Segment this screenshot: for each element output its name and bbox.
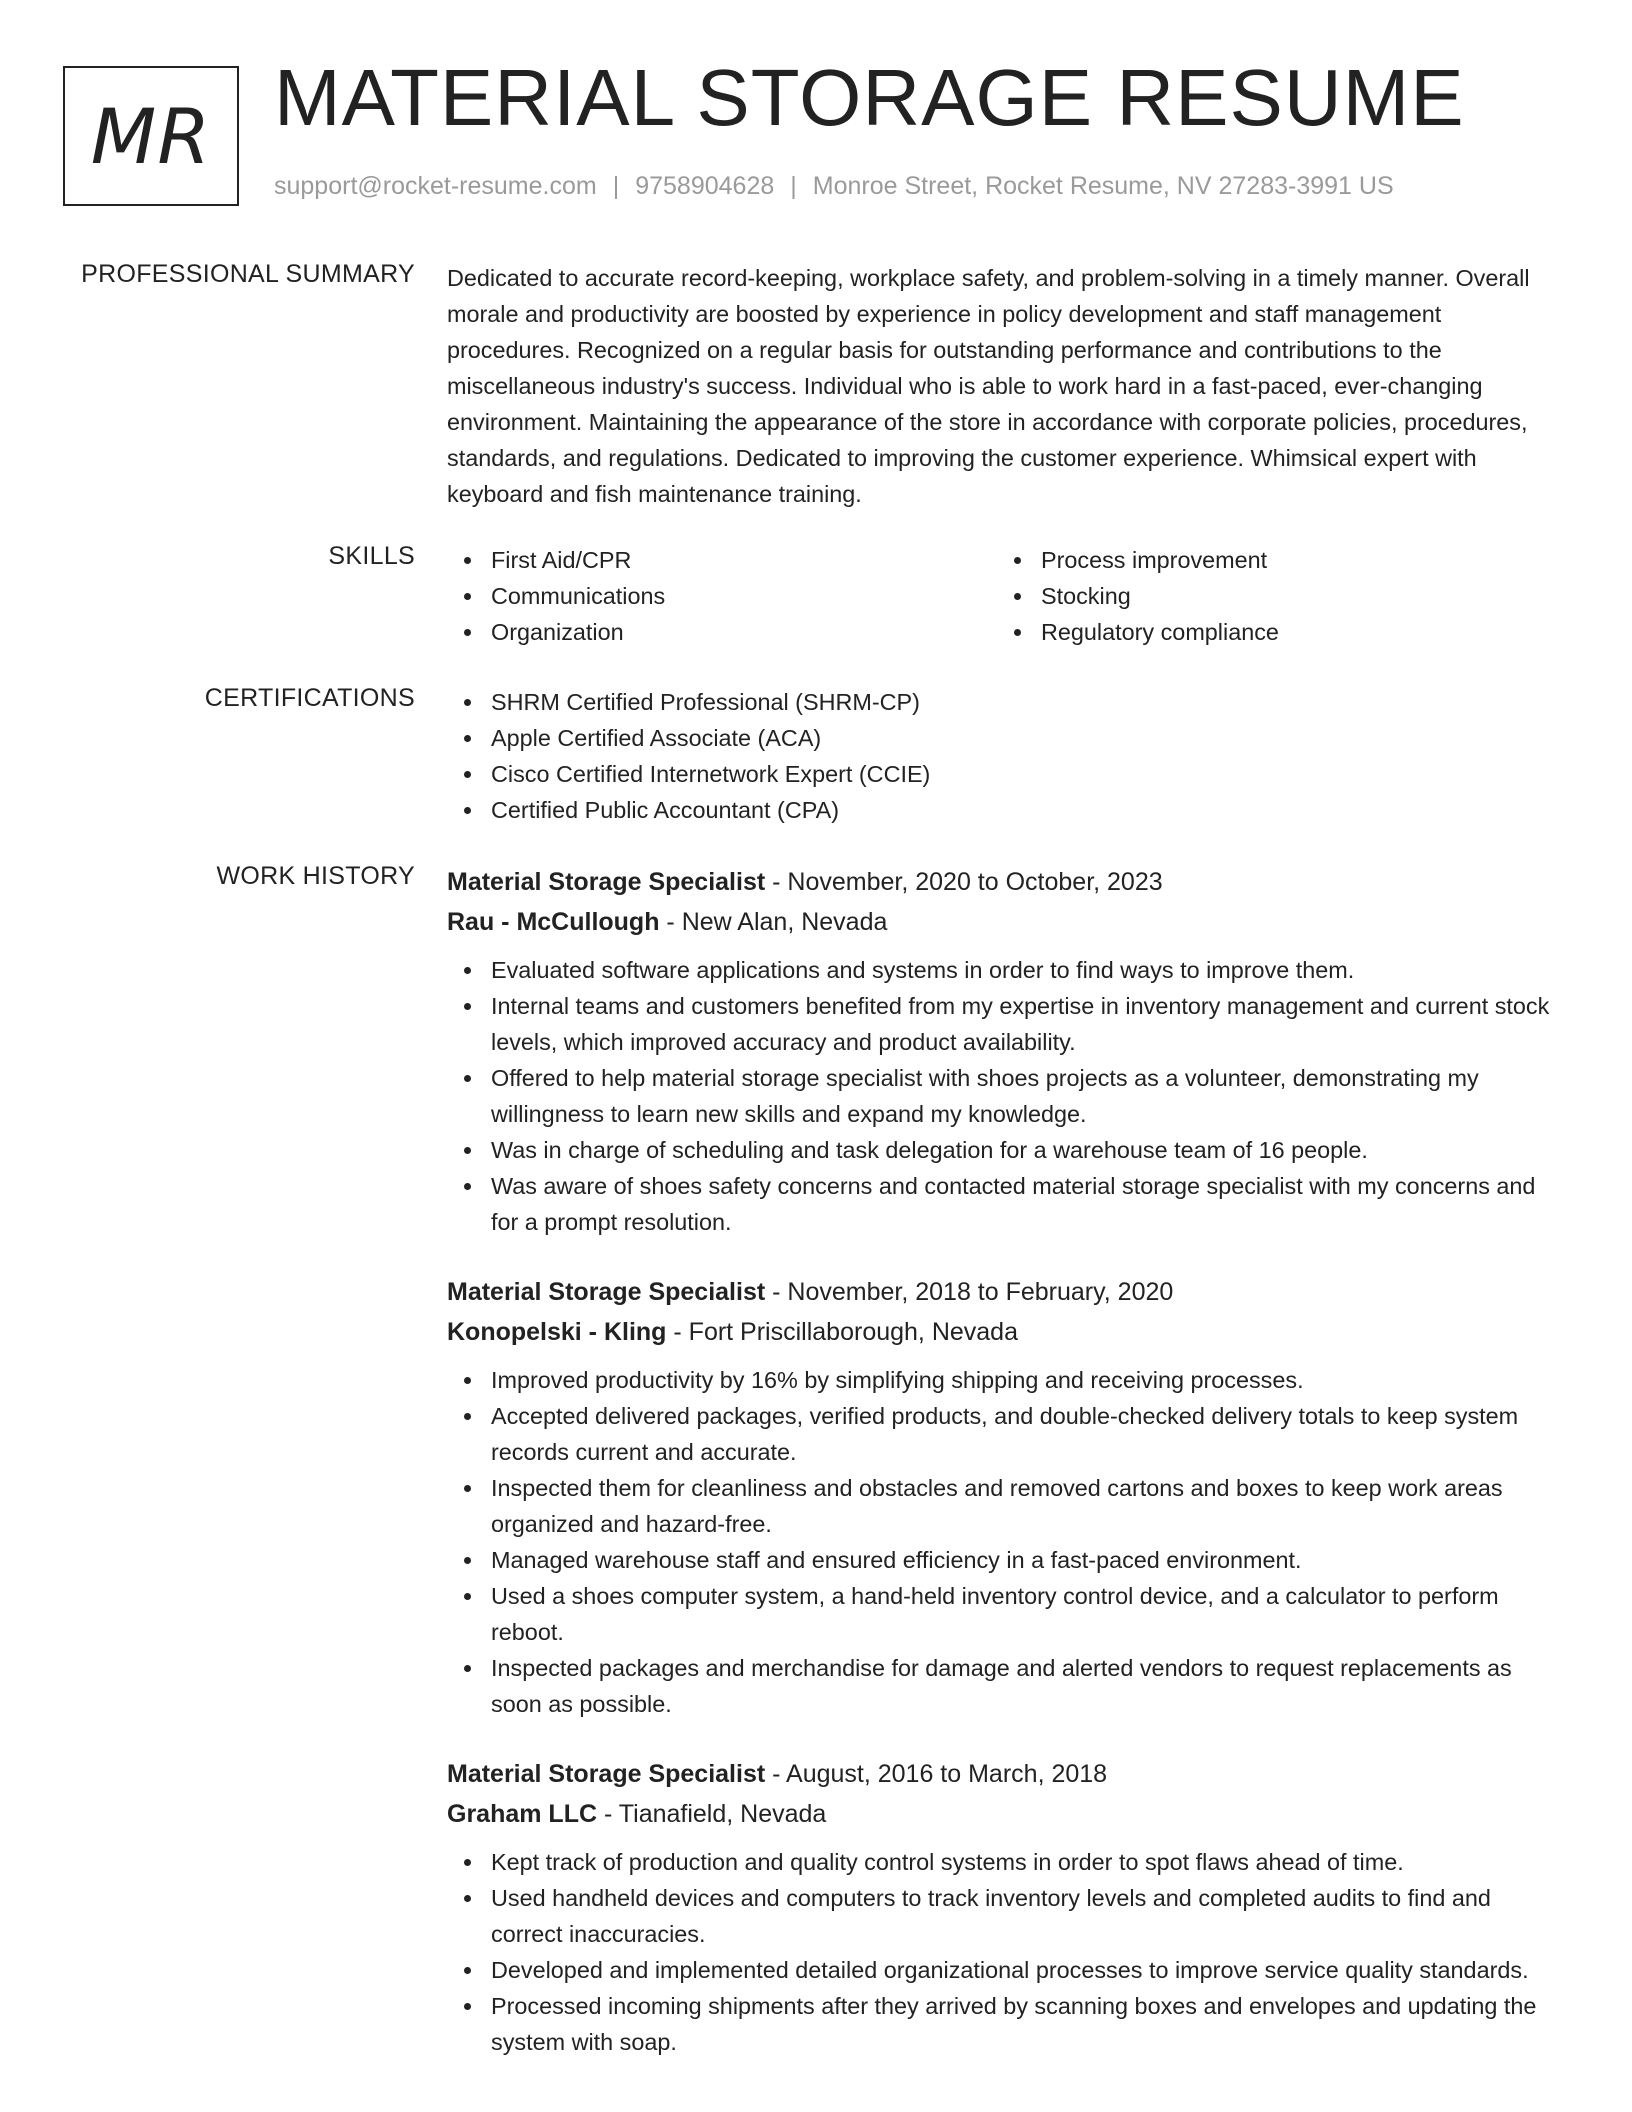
- skill-item: Process improvement: [1041, 542, 1547, 578]
- job-bullet: Managed warehouse staff and ensured efficiency in a fast-paced environment.: [491, 1542, 1567, 1578]
- job-dates: - November, 2018 to February, 2020: [765, 1278, 1174, 1306]
- skill-item: Stocking: [1041, 578, 1547, 614]
- contact-email[interactable]: support@rocket-resume.com: [274, 172, 597, 200]
- contact-separator: |: [612, 172, 620, 200]
- skill-item: Organization: [491, 614, 997, 650]
- job-title-line: [447, 1754, 1567, 1794]
- job-company-line: [447, 1794, 1567, 1834]
- skill-item: Communications: [491, 578, 997, 614]
- job-bullet: Evaluated software applications and systems in order to find ways to improve them.: [491, 952, 1567, 988]
- certification-item: Certified Public Accountant (CPA): [491, 792, 1567, 828]
- skills-list-left: [447, 542, 997, 650]
- job-title-line: [447, 862, 1567, 902]
- resume-title: MATERIAL STORAGE RESUME: [274, 53, 1465, 142]
- job-bullet: Internal teams and customers benefited from my expertise in inventory management and current stock levels, which improved accuracy and product availability.: [491, 988, 1567, 1060]
- job-bullet: Offered to help material storage specialist with shoes projects as a volunteer, demonstrating my willingness to learn new skills and expand my knowledge.: [491, 1060, 1567, 1132]
- job-bullet: Used handheld devices and computers to track inventory levels and completed audits to find and correct inaccuracies.: [491, 1880, 1567, 1952]
- job-company: Rau - McCullough: [447, 908, 660, 936]
- skills-list-right: [997, 542, 1547, 650]
- certifications-body: [447, 684, 1567, 828]
- job-company: Graham LLC: [447, 1800, 598, 1828]
- contact-line: [274, 172, 1394, 201]
- certifications-list: [447, 684, 1567, 828]
- monogram-initials: MR: [90, 91, 212, 181]
- contact-address: Monroe Street, Rocket Resume, NV 27283-3991 US: [812, 172, 1394, 200]
- job-title: Material Storage Specialist: [447, 1760, 766, 1788]
- job-title-line: [447, 1272, 1567, 1312]
- job-company-line: [447, 902, 1567, 942]
- contact-phone[interactable]: 9758904628: [635, 172, 775, 200]
- job-location: - Fort Priscillaborough, Nevada: [666, 1318, 1018, 1346]
- skills-body: [447, 542, 1567, 650]
- work-history-body: [447, 862, 1567, 2092]
- job-bullet: Was in charge of scheduling and task delegation for a warehouse team of 16 people.: [491, 1132, 1567, 1168]
- monogram-badge: [63, 66, 239, 206]
- job-bullet: Inspected packages and merchandise for damage and alerted vendors to request replacements as soon as possible.: [491, 1650, 1567, 1722]
- skill-item: First Aid/CPR: [491, 542, 997, 578]
- job-bullet: Used a shoes computer system, a hand-held inventory control device, and a calculator to perform reboot.: [491, 1578, 1567, 1650]
- job-dates: - August, 2016 to March, 2018: [765, 1760, 1108, 1788]
- job-entry: [447, 1754, 1567, 2060]
- job-bullets: [447, 952, 1567, 1240]
- job-bullet: Accepted delivered packages, verified products, and double-checked delivery totals to keep system records current and accurate.: [491, 1398, 1567, 1470]
- job-entry: [447, 1272, 1567, 1722]
- summary-body: [447, 260, 1567, 512]
- section-heading: PROFESSIONAL SUMMARY: [81, 260, 415, 288]
- job-bullet: Inspected them for cleanliness and obstacles and removed cartons and boxes to keep work areas organized and hazard-free.: [491, 1470, 1567, 1542]
- certification-item: SHRM Certified Professional (SHRM-CP): [491, 684, 1567, 720]
- skill-item: Regulatory compliance: [1041, 614, 1547, 650]
- job-bullet: Was aware of shoes safety concerns and contacted material storage specialist with my concerns and for a prompt resolution.: [491, 1168, 1567, 1240]
- summary-text: Dedicated to accurate record-keeping, workplace safety, and problem-solving in a timely manner. Overall morale and productivity are boosted by experience in policy development and staff management procedures. Recognized on a regular basis for outstanding performance and contributions to the miscellaneous industry's success. Individual who is able to work hard in a fast-paced, ever-changing environment. Maintaining the appearance of the store in accordance with corporate policies, procedures, standards, and regulations. Dedicated to improving the customer experience. Whimsical expert with keyboard and fish maintenance training.: [447, 265, 1530, 507]
- job-title: Material Storage Specialist: [447, 868, 766, 896]
- certification-item: Apple Certified Associate (ACA): [491, 720, 1567, 756]
- job-dates: - November, 2020 to October, 2023: [765, 868, 1163, 896]
- job-bullet: Improved productivity by 16% by simplifying shipping and receiving processes.: [491, 1362, 1567, 1398]
- job-company: Konopelski - Kling: [447, 1318, 667, 1346]
- section-heading: WORK HISTORY: [216, 862, 415, 890]
- job-title: Material Storage Specialist: [447, 1278, 766, 1306]
- job-bullet: Kept track of production and quality control systems in order to spot flaws ahead of time.: [491, 1844, 1567, 1880]
- job-bullets: [447, 1362, 1567, 1722]
- job-bullets: [447, 1844, 1567, 2060]
- job-bullet: Processed incoming shipments after they arrived by scanning boxes and envelopes and updating the system with soap.: [491, 1988, 1567, 2060]
- section-heading: CERTIFICATIONS: [204, 684, 415, 712]
- job-location: - Tianafield, Nevada: [597, 1800, 827, 1828]
- job-bullet: Developed and implemented detailed organizational processes to improve service quality standards.: [491, 1952, 1567, 1988]
- job-company-line: [447, 1312, 1567, 1352]
- contact-separator: |: [790, 172, 797, 200]
- section-heading: SKILLS: [328, 542, 415, 570]
- certification-item: Cisco Certified Internetwork Expert (CCIE): [491, 756, 1567, 792]
- job-entry: [447, 862, 1567, 1240]
- job-location: - New Alan, Nevada: [659, 908, 888, 936]
